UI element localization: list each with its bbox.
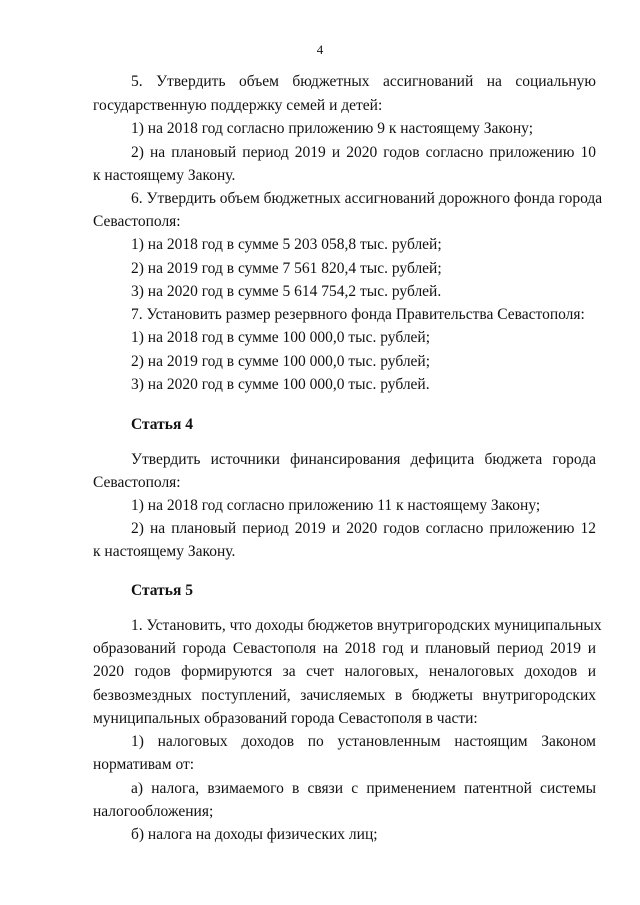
article-heading: Статья 4 xyxy=(131,416,193,433)
paragraph-line: муниципальных образований города Севастополя в части: xyxy=(93,710,478,727)
paragraph-line: к настоящему Закону. xyxy=(93,167,236,184)
paragraph-line: 3) на 2020 год в сумме 100 000,0 тыс. рублей. xyxy=(131,376,430,393)
paragraph-line: 3) на 2020 год в сумме 5 614 754,2 тыс. рублей. xyxy=(131,283,442,300)
paragraph-line: 2) на плановый период 2019 и 2020 годов согласно приложению 12 xyxy=(131,520,596,537)
paragraph-line: 1) на 2018 год в сумме 5 203 058,8 тыс. рублей; xyxy=(131,236,442,253)
paragraph-line: 2) на плановый период 2019 и 2020 годов согласно приложению 10 xyxy=(131,144,596,161)
paragraph-line: образований города Севастополя на 2018 год и плановый период 2019 и xyxy=(93,640,596,657)
article-heading: Статья 5 xyxy=(131,582,193,599)
paragraph-line: 2) на 2019 год в сумме 7 561 820,4 тыс. рублей; xyxy=(131,260,442,277)
paragraph-line: 1) на 2018 год согласно приложению 11 к настоящему Закону; xyxy=(131,497,541,514)
paragraph-line: а) налога, взимаемого в связи с применением патентной системы xyxy=(131,780,596,797)
paragraph-line: 7. Установить размер резервного фонда Правительства Севастополя: xyxy=(131,306,585,323)
paragraph-line: 2020 годов формируются за счет налоговых, неналоговых доходов и xyxy=(93,663,596,680)
paragraph-line: 1) на 2018 год согласно приложению 9 к настоящему Закону; xyxy=(131,120,534,137)
paragraph-line: 1. Установить, что доходы бюджетов внутригородских муниципальных xyxy=(131,617,602,634)
paragraph-line: нормативам от: xyxy=(93,756,195,773)
paragraph-line: 1) налоговых доходов по установленным настоящим Законом xyxy=(131,733,596,750)
paragraph-line: 6. Утвердить объем бюджетных ассигнований дорожного фонда города xyxy=(131,190,603,207)
paragraph-line: б) налога на доходы физических лиц; xyxy=(131,826,378,843)
paragraph-line: налогообложения; xyxy=(93,803,214,820)
paragraph-line: Утвердить источники финансирования дефицита бюджета города xyxy=(131,451,596,468)
paragraph-line: 2) на 2019 год в сумме 100 000,0 тыс. рублей; xyxy=(131,353,431,370)
page-number: 4 xyxy=(316,42,324,57)
paragraph-line: государственную поддержку семей и детей: xyxy=(93,97,383,114)
paragraph-line: к настоящему Закону. xyxy=(93,543,236,560)
paragraph-line: Севастополя: xyxy=(93,213,181,230)
paragraph-line: Севастополя: xyxy=(93,474,181,491)
paragraph-line: безвозмездных поступлений, зачисляемых в бюджеты внутригородских xyxy=(93,687,596,704)
paragraph-line: 1) на 2018 год в сумме 100 000,0 тыс. рублей; xyxy=(131,329,431,346)
paragraph-line: 5. Утвердить объем бюджетных ассигнований на социальную xyxy=(131,73,596,90)
